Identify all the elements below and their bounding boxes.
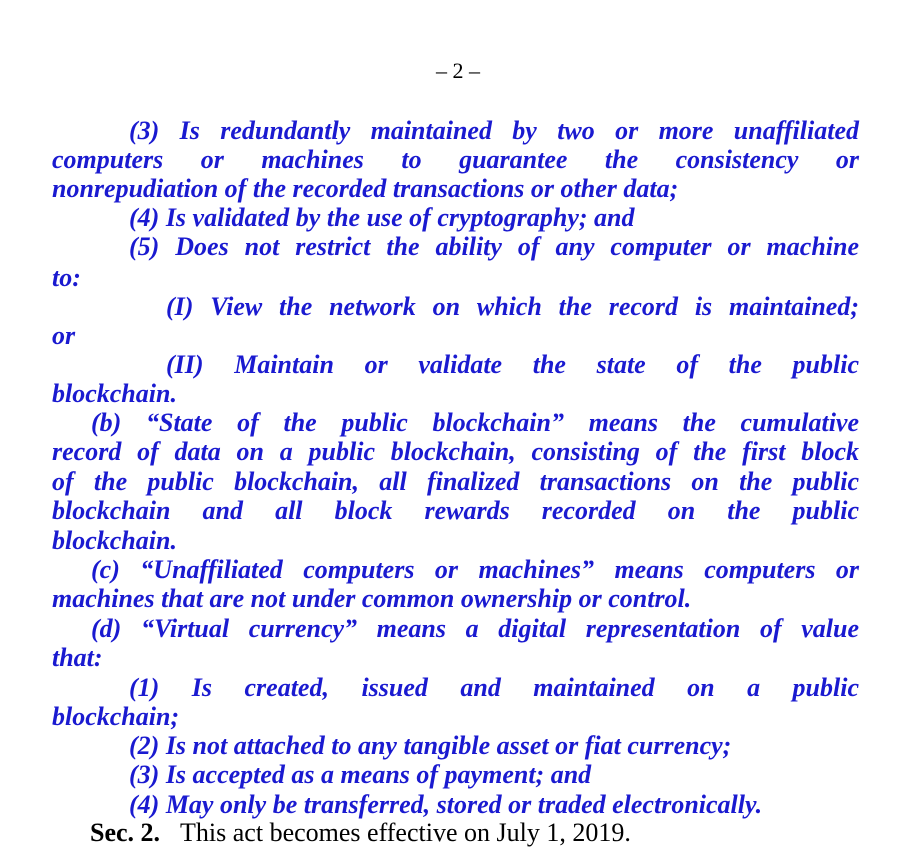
text-line: to: <box>52 263 81 292</box>
text-line: (d) “Virtual currency” means a digital representation of value <box>91 614 859 643</box>
text-line: nonrepudiation of the recorded transactions or other data; <box>52 174 679 203</box>
section-text: This act becomes effective on July 1, 2019. <box>180 818 631 847</box>
text-line: record of data on a public blockchain, consisting of the first block <box>52 437 859 466</box>
text-line: (b) “State of the public blockchain” means the cumulative <box>91 408 859 437</box>
text-line: (1) Is created, issued and maintained on a public <box>129 673 859 702</box>
text-line: (3) Is redundantly maintained by two or more unaffiliated <box>129 116 859 145</box>
text-line: (II) Maintain or validate the state of the public <box>166 350 859 379</box>
text-line: computers or machines to guarantee the consistency or <box>52 145 859 174</box>
text-line: (2) Is not attached to any tangible asset or fiat currency; <box>129 731 732 760</box>
text-line: (4) Is validated by the use of cryptography; and <box>129 203 635 232</box>
text-line: machines that are not under common ownership or control. <box>52 584 692 613</box>
text-line: blockchain and all block rewards recorded on the public <box>52 496 859 525</box>
text-line: (4) May only be transferred, stored or traded electronically. <box>129 790 763 819</box>
text-line: blockchain. <box>52 379 177 408</box>
text-line: (c) “Unaffiliated computers or machines” means computers or <box>91 555 859 584</box>
page-number: – 2 – <box>436 58 480 83</box>
text-line: blockchain. <box>52 526 177 555</box>
text-line: of the public blockchain, all finalized transactions on the public <box>52 467 859 496</box>
section-label: Sec. 2. <box>90 818 161 847</box>
section-2 <box>90 818 631 848</box>
text-line: or <box>52 321 76 350</box>
text-line: (5) Does not restrict the ability of any computer or machine <box>129 232 859 261</box>
text-line: that: <box>52 643 103 672</box>
text-line: (3) Is accepted as a means of payment; and <box>129 760 592 789</box>
text-line: (I) View the network on which the record is maintained; <box>166 292 859 321</box>
text-line: blockchain; <box>52 702 180 731</box>
